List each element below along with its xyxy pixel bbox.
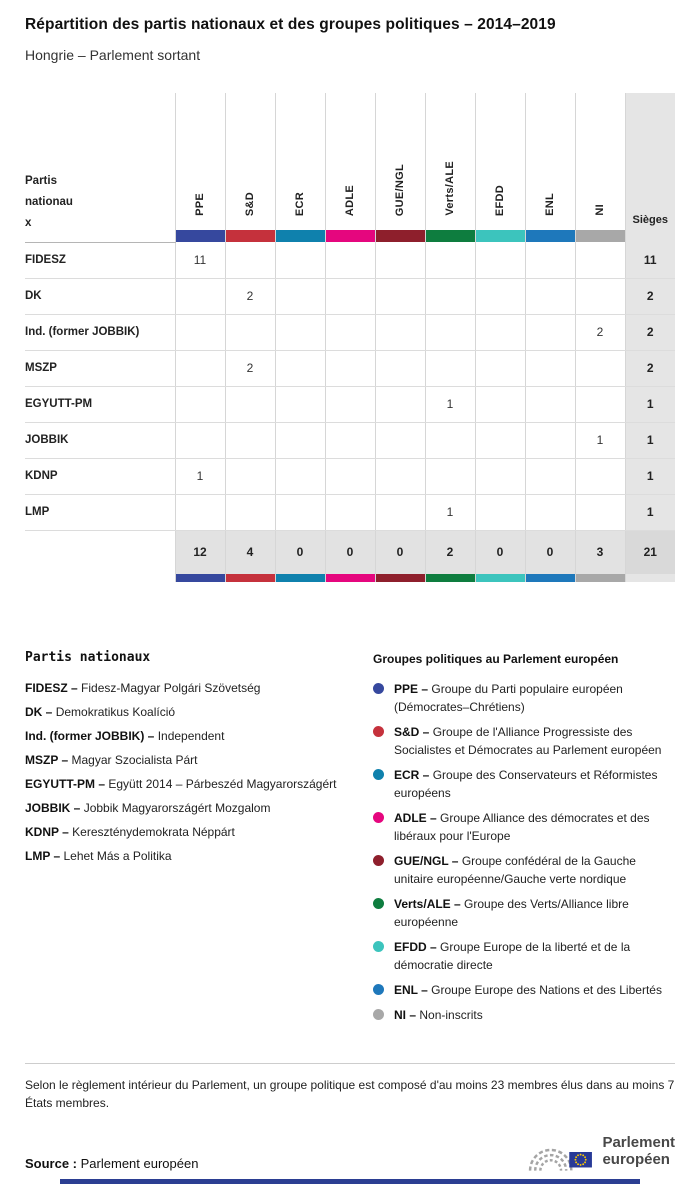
group-legend-item bbox=[373, 938, 675, 974]
seat-cell bbox=[475, 386, 525, 422]
page-subtitle: Hongrie – Parlement sortant bbox=[25, 47, 201, 63]
seat-cell bbox=[475, 350, 525, 386]
source-value: Parlement européen bbox=[80, 1155, 199, 1171]
seat-cell bbox=[525, 458, 575, 494]
party-full-name: Jobbik Magyarországért Mozgalom bbox=[83, 800, 271, 815]
column-header-sieges: Sièges bbox=[625, 93, 675, 242]
footer bbox=[25, 1129, 675, 1175]
totals-blank-cell bbox=[25, 530, 175, 574]
seat-cell bbox=[175, 278, 225, 314]
seat-cell bbox=[225, 314, 275, 350]
total-cell: 0 bbox=[275, 530, 325, 574]
seat-cell bbox=[325, 350, 375, 386]
party-full-name: Együtt 2014 – Párbeszéd Magyarországért bbox=[108, 776, 337, 791]
party-name: Ind. (former JOBBIK) bbox=[25, 314, 175, 350]
seat-cell bbox=[325, 494, 375, 530]
party-legend-item bbox=[25, 753, 373, 767]
table-row-ind bbox=[25, 314, 675, 350]
party-full-name: Demokratikus Koalíció bbox=[55, 704, 176, 719]
party-abbr: KDNP – bbox=[25, 824, 69, 839]
table-row-egyuttpm bbox=[25, 386, 675, 422]
seats-total-cell: 2 bbox=[625, 350, 675, 386]
seat-cell: 2 bbox=[225, 278, 275, 314]
group-legend-text bbox=[394, 1006, 483, 1024]
group-full-name: Groupe de l'Alliance Progressiste des Socialistes et Démocrates au Parlement européen bbox=[394, 724, 662, 757]
seat-cell: 1 bbox=[175, 458, 225, 494]
group-legend-item bbox=[373, 895, 675, 931]
color-bar-ecr bbox=[275, 574, 325, 582]
color-bar-enl bbox=[525, 230, 575, 242]
seat-cell bbox=[425, 242, 475, 278]
table-row-jobbik bbox=[25, 422, 675, 458]
seat-cell bbox=[575, 458, 625, 494]
seat-cell bbox=[425, 422, 475, 458]
party-abbr: Ind. (former JOBBIK) – bbox=[25, 728, 155, 743]
party-name: DK bbox=[25, 278, 175, 314]
seat-cell bbox=[175, 350, 225, 386]
group-legend-item bbox=[373, 981, 675, 999]
column-header-ni bbox=[575, 93, 625, 230]
seat-cell bbox=[275, 350, 325, 386]
total-cell: 12 bbox=[175, 530, 225, 574]
seats-total-cell: 1 bbox=[625, 422, 675, 458]
party-legend-item bbox=[25, 801, 373, 815]
corner-label: Partis nationaux bbox=[25, 175, 73, 229]
seat-cell bbox=[375, 494, 425, 530]
column-label: S&D bbox=[244, 191, 256, 216]
group-abbr: ADLE – bbox=[394, 810, 437, 825]
national-parties-legend bbox=[25, 650, 373, 1031]
column-header-adle bbox=[325, 93, 375, 230]
hemicycle-icon bbox=[528, 1129, 594, 1175]
seat-cell bbox=[525, 422, 575, 458]
grand-total-cell: 21 bbox=[625, 530, 675, 574]
seat-cell bbox=[475, 494, 525, 530]
logo-text-line1: Parlement bbox=[602, 1133, 675, 1151]
footnote: Selon le règlement intérieur du Parlement, un groupe politique est composé d'au moins 23 membres élus dans au moins 7 États membres. bbox=[25, 1077, 675, 1111]
party-abbr: EGYUTT-PM – bbox=[25, 776, 106, 791]
group-full-name: Non-inscrits bbox=[419, 1007, 483, 1022]
corner-header bbox=[25, 93, 175, 242]
color-bar-sd bbox=[225, 230, 275, 242]
group-legend-item bbox=[373, 680, 675, 716]
group-legend-item bbox=[373, 852, 675, 888]
party-abbr: DK – bbox=[25, 704, 53, 719]
seat-cell bbox=[525, 494, 575, 530]
column-header-vertsale bbox=[425, 93, 475, 230]
color-bar-adle bbox=[325, 574, 375, 582]
seat-cell bbox=[325, 242, 375, 278]
group-abbr: EFDD – bbox=[394, 939, 437, 954]
total-cell: 3 bbox=[575, 530, 625, 574]
seat-cell bbox=[575, 494, 625, 530]
party-legend-item bbox=[25, 825, 373, 839]
column-header-ppe bbox=[175, 93, 225, 230]
seat-cell bbox=[475, 422, 525, 458]
seat-cell bbox=[325, 278, 375, 314]
group-color-dot bbox=[373, 898, 384, 909]
seat-cell bbox=[525, 278, 575, 314]
group-legend-text bbox=[394, 766, 675, 802]
group-color-bars-bottom bbox=[25, 574, 675, 582]
bar-blank-cell bbox=[25, 574, 175, 582]
seat-cell bbox=[275, 242, 325, 278]
seat-cell bbox=[425, 458, 475, 494]
seat-cell: 11 bbox=[175, 242, 225, 278]
color-bar-ppe bbox=[175, 230, 225, 242]
total-cell: 4 bbox=[225, 530, 275, 574]
seat-cell bbox=[325, 314, 375, 350]
column-label: NI bbox=[594, 204, 606, 216]
seat-cell bbox=[425, 278, 475, 314]
party-name: JOBBIK bbox=[25, 422, 175, 458]
seats-total-cell: 2 bbox=[625, 278, 675, 314]
party-name: LMP bbox=[25, 494, 175, 530]
seats-column-footer bbox=[625, 574, 675, 582]
group-color-dot bbox=[373, 941, 384, 952]
group-legend-item bbox=[373, 1006, 675, 1024]
seat-cell bbox=[475, 314, 525, 350]
party-full-name: Lehet Más a Politika bbox=[63, 848, 172, 863]
color-bar-ppe bbox=[175, 574, 225, 582]
seat-cell bbox=[325, 386, 375, 422]
source-line bbox=[25, 1156, 198, 1175]
party-name: FIDESZ bbox=[25, 242, 175, 278]
seat-cell bbox=[575, 278, 625, 314]
color-bar-efdd bbox=[475, 574, 525, 582]
seat-cell bbox=[325, 458, 375, 494]
seat-cell bbox=[225, 422, 275, 458]
seats-total-cell: 2 bbox=[625, 314, 675, 350]
group-legend-text bbox=[394, 680, 675, 716]
seat-cell: 1 bbox=[425, 494, 475, 530]
party-legend-item bbox=[25, 681, 373, 695]
seat-cell bbox=[525, 350, 575, 386]
table-row-mszp bbox=[25, 350, 675, 386]
column-header-sd bbox=[225, 93, 275, 230]
color-bar-vertsale bbox=[425, 574, 475, 582]
table-row-fidesz bbox=[25, 242, 675, 278]
party-full-name: Independent bbox=[157, 728, 225, 743]
color-bar-ecr bbox=[275, 230, 325, 242]
seat-cell: 1 bbox=[425, 386, 475, 422]
group-legend-text bbox=[394, 852, 675, 888]
group-abbr: ECR – bbox=[394, 767, 430, 782]
seat-cell bbox=[175, 494, 225, 530]
group-legend-text bbox=[394, 895, 675, 931]
seats-total-cell: 1 bbox=[625, 494, 675, 530]
color-bar-ni bbox=[575, 230, 625, 242]
group-full-name: Groupe des Verts/Alliance libre européenne bbox=[394, 896, 629, 929]
party-full-name: Kereszténydemokrata Néppárt bbox=[72, 824, 235, 839]
table-row-dk bbox=[25, 278, 675, 314]
table-row-kdnp bbox=[25, 458, 675, 494]
seat-cell bbox=[375, 242, 425, 278]
group-full-name: Groupe Europe de la liberté et de la démocratie directe bbox=[394, 939, 631, 972]
color-bar-ni bbox=[575, 574, 625, 582]
group-legend-item bbox=[373, 809, 675, 845]
total-cell: 0 bbox=[325, 530, 375, 574]
seat-cell bbox=[225, 494, 275, 530]
color-bar-guengl bbox=[375, 574, 425, 582]
party-legend-item bbox=[25, 705, 373, 719]
seat-cell bbox=[275, 278, 325, 314]
group-full-name: Groupe confédéral de la Gauche unitaire européenne/Gauche verte nordique bbox=[394, 853, 636, 886]
group-abbr: Verts/ALE – bbox=[394, 896, 461, 911]
column-header-ecr bbox=[275, 93, 325, 230]
color-bar-adle bbox=[325, 230, 375, 242]
source-label: Source : bbox=[25, 1155, 78, 1171]
seat-cell bbox=[525, 242, 575, 278]
seats-total-cell: 1 bbox=[625, 458, 675, 494]
seat-cell bbox=[475, 242, 525, 278]
party-legend-item bbox=[25, 729, 373, 743]
group-full-name: Groupe des Conservateurs et Réformistes européens bbox=[394, 767, 658, 800]
column-label: EFDD bbox=[494, 184, 506, 216]
party-name: EGYUTT-PM bbox=[25, 386, 175, 422]
party-abbr: MSZP – bbox=[25, 752, 69, 767]
group-color-dot bbox=[373, 683, 384, 694]
group-color-dot bbox=[373, 769, 384, 780]
seat-cell bbox=[375, 458, 425, 494]
column-label: Verts/ALE bbox=[444, 161, 456, 216]
logo-text-line2: européen bbox=[602, 1150, 670, 1168]
party-full-name: Magyar Szocialista Párt bbox=[71, 752, 198, 767]
parties-legend-heading: Partis nationaux bbox=[25, 649, 151, 665]
group-legend-text bbox=[394, 981, 662, 999]
group-abbr: ENL – bbox=[394, 982, 428, 997]
seat-cell: 2 bbox=[225, 350, 275, 386]
group-full-name: Groupe Alliance des démocrates et des libéraux pour l'Europe bbox=[394, 810, 650, 843]
seat-cell bbox=[175, 314, 225, 350]
seat-cell bbox=[275, 386, 325, 422]
logo-text bbox=[602, 1135, 675, 1169]
group-full-name: Groupe du Parti populaire européen (Démocrates–Chrétiens) bbox=[394, 681, 623, 714]
group-full-name: Groupe Europe des Nations et des Libertés bbox=[431, 982, 662, 997]
seat-cell bbox=[525, 386, 575, 422]
seat-cell bbox=[575, 386, 625, 422]
seat-cell bbox=[375, 278, 425, 314]
group-color-dot bbox=[373, 726, 384, 737]
legend-section bbox=[25, 650, 675, 1031]
color-bar-vertsale bbox=[425, 230, 475, 242]
party-name: MSZP bbox=[25, 350, 175, 386]
total-cell: 0 bbox=[475, 530, 525, 574]
party-legend-item bbox=[25, 777, 373, 791]
party-full-name: Fidesz-Magyar Polgári Szövetség bbox=[81, 680, 261, 695]
group-color-dot bbox=[373, 1009, 384, 1020]
seat-cell bbox=[225, 242, 275, 278]
group-abbr: S&D – bbox=[394, 724, 430, 739]
group-color-dot bbox=[373, 812, 384, 823]
seat-cell: 1 bbox=[575, 422, 625, 458]
seat-cell bbox=[375, 386, 425, 422]
color-bar-efdd bbox=[475, 230, 525, 242]
group-color-dot bbox=[373, 984, 384, 995]
party-abbr: LMP – bbox=[25, 848, 61, 863]
seat-cell bbox=[275, 458, 325, 494]
color-bar-enl bbox=[525, 574, 575, 582]
political-groups-legend bbox=[373, 650, 675, 1031]
column-header-guengl bbox=[375, 93, 425, 230]
seat-cell bbox=[325, 422, 375, 458]
groups-legend-heading: Groupes politiques au Parlement européen bbox=[373, 651, 619, 666]
seat-cell bbox=[225, 458, 275, 494]
page-title: Répartition des partis nationaux et des groupes politiques – 2014–2019 bbox=[25, 16, 556, 33]
party-abbr: FIDESZ – bbox=[25, 680, 78, 695]
color-bar-guengl bbox=[375, 230, 425, 242]
seat-cell bbox=[275, 314, 325, 350]
seat-cell bbox=[225, 386, 275, 422]
seat-cell bbox=[425, 350, 475, 386]
seat-cell bbox=[275, 494, 325, 530]
seat-cell bbox=[175, 422, 225, 458]
column-header-enl bbox=[525, 93, 575, 230]
seats-total-cell: 1 bbox=[625, 386, 675, 422]
seat-cell bbox=[275, 422, 325, 458]
group-legend-text bbox=[394, 809, 675, 845]
total-cell: 2 bbox=[425, 530, 475, 574]
group-abbr: NI – bbox=[394, 1007, 417, 1022]
column-label: ADLE bbox=[344, 184, 356, 216]
seats-table bbox=[25, 93, 675, 582]
table-row-lmp bbox=[25, 494, 675, 530]
group-abbr: GUE/NGL – bbox=[394, 853, 459, 868]
seat-cell bbox=[375, 422, 425, 458]
divider bbox=[25, 1063, 675, 1064]
group-legend-text bbox=[394, 723, 675, 759]
total-cell: 0 bbox=[375, 530, 425, 574]
group-legend-text bbox=[394, 938, 675, 974]
seat-cell bbox=[425, 314, 475, 350]
seat-cell bbox=[475, 458, 525, 494]
party-legend-item bbox=[25, 849, 373, 863]
seat-cell bbox=[525, 314, 575, 350]
seat-cell bbox=[375, 314, 425, 350]
total-cell: 0 bbox=[525, 530, 575, 574]
column-header-efdd bbox=[475, 93, 525, 230]
group-legend-item bbox=[373, 723, 675, 759]
bottom-accent-bar bbox=[60, 1179, 640, 1184]
group-legend-item bbox=[373, 766, 675, 802]
color-bar-sd bbox=[225, 574, 275, 582]
totals-row bbox=[25, 530, 675, 574]
seat-cell bbox=[475, 278, 525, 314]
seat-cell bbox=[575, 242, 625, 278]
column-label: GUE/NGL bbox=[394, 163, 406, 216]
group-color-dot bbox=[373, 855, 384, 866]
seat-cell bbox=[175, 386, 225, 422]
column-label: ENL bbox=[544, 193, 556, 216]
column-label: ECR bbox=[294, 191, 306, 216]
seat-cell bbox=[375, 350, 425, 386]
seat-cell: 2 bbox=[575, 314, 625, 350]
table-header-row bbox=[25, 93, 675, 230]
seat-cell bbox=[575, 350, 625, 386]
party-name: KDNP bbox=[25, 458, 175, 494]
column-label: PPE bbox=[194, 193, 206, 216]
party-abbr: JOBBIK – bbox=[25, 800, 81, 815]
seats-total-cell: 11 bbox=[625, 242, 675, 278]
european-parliament-logo bbox=[528, 1129, 675, 1175]
group-abbr: PPE – bbox=[394, 681, 429, 696]
